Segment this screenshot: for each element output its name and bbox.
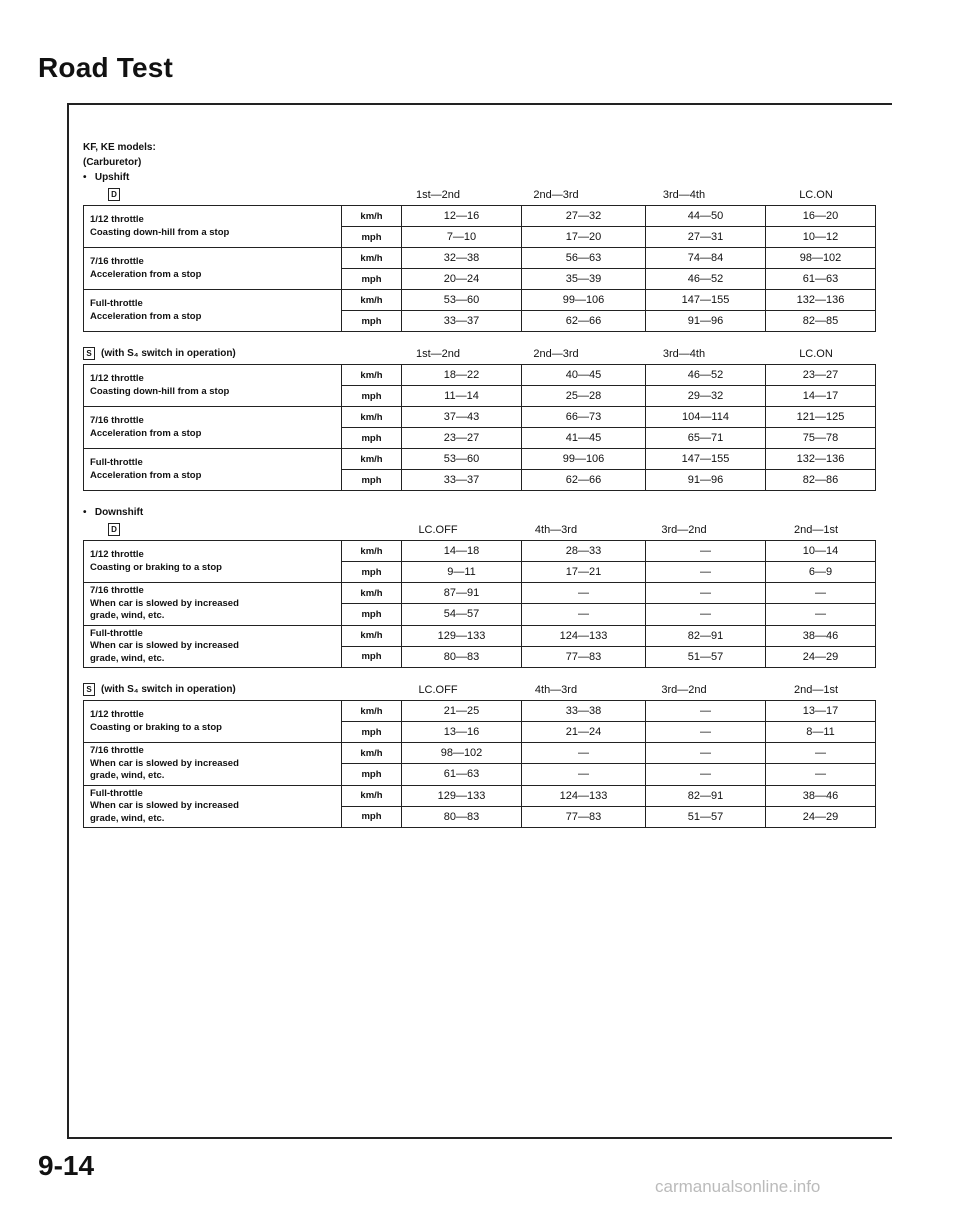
- speed-value-cell: 62—66: [522, 311, 646, 332]
- speed-value-cell: 65—71: [646, 428, 766, 449]
- condition-cell: [84, 743, 342, 786]
- speed-value-cell: 82—85: [766, 311, 876, 332]
- model-info: [83, 140, 883, 185]
- shift-speed-table: [83, 364, 876, 491]
- table-row: [84, 290, 876, 311]
- speed-value-cell: —: [522, 764, 646, 785]
- condition-line: 7/16 throttle: [90, 745, 144, 756]
- upshift-text: Upshift: [94, 172, 130, 183]
- section-note: (with S₄ switch in operation): [101, 684, 236, 695]
- speed-value-cell: 40—45: [522, 365, 646, 386]
- column-header: 3rd—2nd: [661, 684, 707, 696]
- unit-cell: mph: [342, 806, 402, 827]
- speed-value-cell: 54—57: [402, 604, 522, 625]
- speed-value-cell: 82—91: [646, 785, 766, 806]
- condition-line: 7/16 throttle: [90, 256, 144, 267]
- condition-line: grade, wind, etc.: [90, 652, 165, 664]
- speed-value-cell: 91—96: [646, 311, 766, 332]
- column-header: 2nd—3rd: [533, 348, 579, 360]
- speed-value-cell: —: [522, 604, 646, 625]
- speed-value-cell: 29—32: [646, 386, 766, 407]
- condition-line: 1/12 throttle: [90, 214, 144, 225]
- speed-value-cell: 33—37: [402, 311, 522, 332]
- speed-value-cell: 132—136: [766, 449, 876, 470]
- speed-value-cell: 25—28: [522, 386, 646, 407]
- condition-cell: [84, 206, 342, 248]
- condition-line: Acceleration from a stop: [90, 310, 202, 322]
- speed-value-cell: 37—43: [402, 407, 522, 428]
- unit-cell: mph: [342, 722, 402, 743]
- upshift-d-section: [83, 185, 883, 332]
- table-row: [84, 625, 876, 646]
- condition-line: grade, wind, etc.: [90, 770, 165, 781]
- speed-value-cell: —: [646, 764, 766, 785]
- condition-line: Coasting or braking to a stop: [90, 721, 222, 733]
- condition-line: 7/16 throttle: [90, 415, 144, 426]
- condition-cell: [84, 785, 342, 828]
- speed-value-cell: 44—50: [646, 206, 766, 227]
- speed-value-cell: 74—84: [646, 248, 766, 269]
- section-header: [83, 344, 883, 364]
- speed-value-cell: 12—16: [402, 206, 522, 227]
- speed-value-cell: —: [646, 743, 766, 764]
- range-mark-icon: S: [83, 347, 95, 360]
- speed-value-cell: 38—46: [766, 625, 876, 646]
- speed-value-cell: 28—33: [522, 541, 646, 562]
- unit-cell: km/h: [342, 407, 402, 428]
- table-row: [84, 407, 876, 428]
- column-header: 1st—2nd: [415, 348, 461, 360]
- speed-value-cell: 80—83: [402, 646, 522, 667]
- models-label: KF, KE models:: [83, 142, 156, 153]
- downshift-text: Downshift: [94, 507, 144, 518]
- speed-value-cell: 10—14: [766, 541, 876, 562]
- speed-value-cell: 13—17: [766, 701, 876, 722]
- table-row: [84, 743, 876, 764]
- speed-value-cell: 66—73: [522, 407, 646, 428]
- top-rule: [67, 103, 892, 105]
- speed-value-cell: 80—83: [402, 806, 522, 827]
- speed-value-cell: —: [766, 604, 876, 625]
- speed-value-cell: 33—38: [522, 701, 646, 722]
- speed-value-cell: 8—11: [766, 722, 876, 743]
- condition-line: Coasting down-hill from a stop: [90, 226, 230, 238]
- unit-cell: mph: [342, 646, 402, 667]
- column-header: 2nd—1st: [793, 524, 839, 536]
- condition-cell: [84, 407, 342, 449]
- condition-cell: [84, 290, 342, 332]
- condition-cell: [84, 365, 342, 407]
- speed-value-cell: 6—9: [766, 562, 876, 583]
- speed-value-cell: 104—114: [646, 407, 766, 428]
- condition-line: Coasting down-hill from a stop: [90, 385, 230, 397]
- unit-cell: mph: [342, 311, 402, 332]
- column-header: 4th—3rd: [534, 684, 578, 696]
- speed-value-cell: 61—63: [402, 764, 522, 785]
- unit-cell: km/h: [342, 625, 402, 646]
- range-mark-icon: D: [108, 188, 120, 201]
- condition-cell: [84, 248, 342, 290]
- speed-value-cell: 91—96: [646, 470, 766, 491]
- speed-value-cell: 41—45: [522, 428, 646, 449]
- speed-value-cell: 10—12: [766, 227, 876, 248]
- unit-cell: mph: [342, 764, 402, 785]
- speed-value-cell: 87—91: [402, 583, 522, 604]
- speed-value-cell: 56—63: [522, 248, 646, 269]
- speed-value-cell: 82—86: [766, 470, 876, 491]
- speed-value-cell: 16—20: [766, 206, 876, 227]
- condition-line: Acceleration from a stop: [90, 427, 202, 439]
- unit-cell: km/h: [342, 743, 402, 764]
- speed-value-cell: 75—78: [766, 428, 876, 449]
- speed-value-cell: 124—133: [522, 625, 646, 646]
- speed-value-cell: —: [646, 583, 766, 604]
- speed-value-cell: 23—27: [766, 365, 876, 386]
- unit-cell: mph: [342, 227, 402, 248]
- speed-value-cell: 23—27: [402, 428, 522, 449]
- condition-line: 1/12 throttle: [90, 709, 144, 720]
- speed-value-cell: 17—20: [522, 227, 646, 248]
- speed-value-cell: 38—46: [766, 785, 876, 806]
- watermark: carmanualsonline.info: [655, 1177, 821, 1196]
- speed-value-cell: 21—25: [402, 701, 522, 722]
- page-title: Road Test: [38, 52, 174, 83]
- speed-value-cell: —: [766, 764, 876, 785]
- speed-value-cell: 99—106: [522, 449, 646, 470]
- speed-value-cell: 24—29: [766, 646, 876, 667]
- condition-line: Full-throttle: [90, 787, 143, 799]
- speed-value-cell: 98—102: [402, 743, 522, 764]
- speed-value-cell: 46—52: [646, 365, 766, 386]
- speed-value-cell: 24—29: [766, 806, 876, 827]
- speed-value-cell: 35—39: [522, 269, 646, 290]
- unit-cell: km/h: [342, 541, 402, 562]
- condition-line: When car is slowed by increased: [90, 640, 239, 651]
- condition-line: grade, wind, etc.: [90, 812, 165, 824]
- condition-line: 7/16 throttle: [90, 585, 144, 596]
- unit-cell: km/h: [342, 206, 402, 227]
- table-row: [84, 449, 876, 470]
- unit-cell: mph: [342, 604, 402, 625]
- section-header: [83, 185, 883, 205]
- speed-value-cell: 147—155: [646, 290, 766, 311]
- speed-value-cell: 18—22: [402, 365, 522, 386]
- table-row: [84, 248, 876, 269]
- speed-value-cell: 51—57: [646, 646, 766, 667]
- speed-value-cell: 147—155: [646, 449, 766, 470]
- column-header: 2nd—3rd: [533, 189, 579, 201]
- range-mark-icon: S: [83, 683, 95, 696]
- left-rule: [67, 103, 69, 1138]
- condition-line: 1/12 throttle: [90, 549, 144, 560]
- speed-value-cell: —: [766, 743, 876, 764]
- table-row: [84, 365, 876, 386]
- condition-line: grade, wind, etc.: [90, 610, 165, 621]
- table-row: [84, 701, 876, 722]
- unit-cell: km/h: [342, 290, 402, 311]
- section-header: [83, 680, 883, 700]
- condition-cell: [84, 541, 342, 583]
- bottom-rule: [67, 1137, 892, 1139]
- condition-line: Acceleration from a stop: [90, 469, 202, 481]
- unit-cell: mph: [342, 562, 402, 583]
- column-header: 4th—3rd: [534, 524, 578, 536]
- condition-line: When car is slowed by increased: [90, 800, 239, 811]
- speed-value-cell: —: [646, 701, 766, 722]
- speed-value-cell: 9—11: [402, 562, 522, 583]
- speed-value-cell: —: [646, 562, 766, 583]
- road-test-content: [83, 140, 883, 840]
- speed-value-cell: —: [522, 583, 646, 604]
- speed-value-cell: 14—18: [402, 541, 522, 562]
- condition-line: Acceleration from a stop: [90, 268, 202, 280]
- speed-value-cell: 61—63: [766, 269, 876, 290]
- column-header: 3rd—2nd: [661, 524, 707, 536]
- condition-line: When car is slowed by increased: [90, 757, 239, 769]
- speed-value-cell: 33—37: [402, 470, 522, 491]
- condition-line: Full-throttle: [90, 457, 143, 468]
- speed-value-cell: —: [646, 722, 766, 743]
- speed-value-cell: —: [766, 583, 876, 604]
- speed-value-cell: —: [646, 604, 766, 625]
- unit-cell: km/h: [342, 449, 402, 470]
- condition-line: 1/12 throttle: [90, 373, 144, 384]
- table-row: [84, 785, 876, 806]
- speed-value-cell: 53—60: [402, 290, 522, 311]
- condition-line: Full-throttle: [90, 627, 143, 639]
- column-header: LC.OFF: [418, 524, 458, 536]
- downshift-label: • Downshift: [83, 507, 144, 518]
- section-note: (with S₄ switch in operation): [101, 348, 236, 359]
- speed-value-cell: 77—83: [522, 806, 646, 827]
- condition-line: Full-throttle: [90, 298, 143, 309]
- speed-value-cell: 132—136: [766, 290, 876, 311]
- carburetor-label: (Carburetor): [83, 157, 142, 168]
- column-header: LC.OFF: [418, 684, 458, 696]
- speed-value-cell: 21—24: [522, 722, 646, 743]
- column-header: 3rd—4th: [662, 189, 706, 201]
- unit-cell: mph: [342, 428, 402, 449]
- speed-value-cell: 98—102: [766, 248, 876, 269]
- unit-cell: km/h: [342, 248, 402, 269]
- condition-cell: [84, 449, 342, 491]
- shift-speed-table: [83, 205, 876, 332]
- condition-cell: [84, 701, 342, 743]
- speed-value-cell: 129—133: [402, 625, 522, 646]
- speed-value-cell: 124—133: [522, 785, 646, 806]
- speed-value-cell: 62—66: [522, 470, 646, 491]
- column-header: LC.ON: [799, 348, 833, 360]
- upshift-s-section: [83, 344, 883, 491]
- section-header: [83, 520, 883, 540]
- speed-value-cell: 11—14: [402, 386, 522, 407]
- condition-line: When car is slowed by increased: [90, 597, 239, 609]
- speed-value-cell: —: [646, 541, 766, 562]
- table-row: [84, 206, 876, 227]
- column-header: LC.ON: [799, 189, 833, 201]
- speed-value-cell: 53—60: [402, 449, 522, 470]
- unit-cell: mph: [342, 470, 402, 491]
- upshift-label: • Upshift: [83, 172, 130, 183]
- table-row: [84, 541, 876, 562]
- condition-line: Coasting or braking to a stop: [90, 561, 222, 573]
- speed-value-cell: 17—21: [522, 562, 646, 583]
- speed-value-cell: 121—125: [766, 407, 876, 428]
- speed-value-cell: 82—91: [646, 625, 766, 646]
- shift-speed-table: [83, 700, 876, 828]
- speed-value-cell: 32—38: [402, 248, 522, 269]
- unit-cell: mph: [342, 386, 402, 407]
- table-row: [84, 583, 876, 604]
- unit-cell: km/h: [342, 701, 402, 722]
- speed-value-cell: 46—52: [646, 269, 766, 290]
- speed-value-cell: 27—31: [646, 227, 766, 248]
- unit-cell: km/h: [342, 365, 402, 386]
- page-number: 9-14: [38, 1150, 95, 1181]
- shift-speed-table: [83, 540, 876, 668]
- unit-cell: mph: [342, 269, 402, 290]
- range-mark-icon: D: [108, 523, 120, 536]
- speed-value-cell: 20—24: [402, 269, 522, 290]
- speed-value-cell: —: [522, 743, 646, 764]
- speed-value-cell: 14—17: [766, 386, 876, 407]
- column-header: 1st—2nd: [415, 189, 461, 201]
- speed-value-cell: 77—83: [522, 646, 646, 667]
- condition-cell: [84, 625, 342, 668]
- unit-cell: km/h: [342, 785, 402, 806]
- speed-value-cell: 51—57: [646, 806, 766, 827]
- speed-value-cell: 129—133: [402, 785, 522, 806]
- column-header: 2nd—1st: [793, 684, 839, 696]
- speed-value-cell: 27—32: [522, 206, 646, 227]
- downshift-s-section: [83, 680, 883, 828]
- speed-value-cell: 7—10: [402, 227, 522, 248]
- speed-value-cell: 99—106: [522, 290, 646, 311]
- condition-cell: [84, 583, 342, 626]
- unit-cell: km/h: [342, 583, 402, 604]
- speed-value-cell: 13—16: [402, 722, 522, 743]
- column-header: 3rd—4th: [662, 348, 706, 360]
- downshift-d-section: [83, 520, 883, 668]
